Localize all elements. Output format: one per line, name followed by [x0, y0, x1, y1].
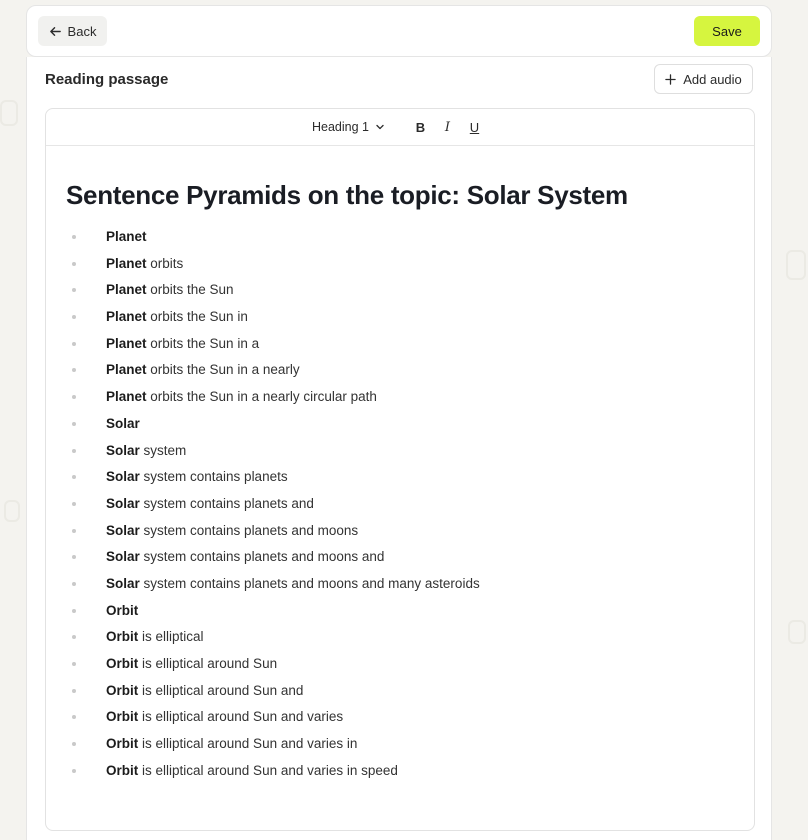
line-text: orbits the Sun in a nearly circular path [146, 389, 377, 405]
list-item [66, 736, 734, 763]
list-item [66, 416, 734, 443]
keyword: Solar [106, 415, 140, 431]
plus-icon [665, 74, 676, 85]
background-doodle [786, 250, 806, 280]
line-text: system contains planets and moons and [139, 549, 385, 565]
bold-button[interactable]: B [415, 119, 426, 135]
keyword: Planet [106, 229, 147, 244]
list-item [66, 523, 734, 550]
list-item [66, 282, 734, 309]
list-item [66, 629, 734, 656]
list-item [66, 229, 734, 256]
line-text: system contains planets and [139, 495, 314, 511]
block-style-select[interactable] [312, 120, 385, 134]
italic-button[interactable]: I [444, 119, 451, 135]
save-button[interactable]: Save [694, 16, 760, 46]
list-item [66, 709, 734, 736]
back-button-label: Back [67, 23, 97, 39]
arrow-left-icon [49, 25, 62, 38]
keyword: Orbit [106, 602, 139, 618]
add-audio-label: Add audio [683, 71, 742, 87]
keyword: Planet [106, 255, 147, 271]
keyword: Solar [106, 442, 140, 458]
keyword: Planet [106, 335, 147, 351]
line-text: orbits [146, 255, 184, 271]
chevron-down-icon [375, 122, 385, 132]
line-text: is elliptical around Sun and varies [138, 709, 344, 725]
keyword: Planet [106, 389, 147, 405]
line-text: system contains planets and moons [139, 522, 359, 538]
line-text: orbits the Sun in [146, 309, 248, 325]
background-doodle [788, 620, 806, 644]
background-doodle [0, 100, 18, 126]
keyword: Solar [106, 495, 140, 511]
keyword: Solar [106, 549, 140, 565]
editor-toolbar [46, 109, 754, 146]
back-button[interactable] [38, 16, 107, 46]
keyword: Orbit [106, 629, 139, 645]
rich-text-editor [45, 108, 755, 831]
list-item [66, 309, 734, 336]
keyword: Planet [106, 309, 147, 325]
keyword: Solar [106, 522, 140, 538]
top-bar [26, 5, 772, 57]
reading-passage-panel [26, 57, 772, 840]
list-item [66, 443, 734, 470]
underline-button[interactable]: U [469, 119, 480, 135]
list-item [66, 763, 734, 790]
keyword: Orbit [106, 709, 139, 725]
list-item [66, 576, 734, 603]
line-text: system [139, 442, 187, 458]
keyword: Orbit [106, 682, 139, 698]
background-doodle [4, 500, 20, 522]
keyword: Planet [106, 282, 147, 298]
section-title: Reading passage [45, 71, 169, 88]
line-text: orbits the Sun in a nearly [146, 362, 300, 378]
document-title: Sentence Pyramids on the topic: Solar System [66, 180, 628, 210]
list-item [66, 336, 734, 363]
list-item [66, 469, 734, 496]
list-item [66, 656, 734, 683]
keyword: Orbit [106, 656, 139, 671]
keyword: Solar [106, 469, 140, 485]
list-item [66, 603, 734, 630]
add-audio-button[interactable] [654, 64, 753, 94]
keyword: Orbit [106, 762, 139, 778]
editor-content[interactable] [46, 146, 754, 789]
list-item [66, 362, 734, 389]
pyramid-list [66, 229, 734, 789]
list-item [66, 549, 734, 576]
keyword: Solar [106, 575, 140, 591]
keyword: Planet [106, 362, 147, 378]
line-text: is elliptical around Sun and varies in [138, 736, 358, 752]
list-item [66, 496, 734, 523]
list-item [66, 683, 734, 710]
line-text: is elliptical [138, 629, 204, 645]
keyword: Orbit [106, 736, 139, 752]
line-text: is elliptical around Sun and varies in speed [138, 762, 398, 778]
line-text: system contains planets and moons and many asteroids [139, 575, 480, 591]
line-text: is elliptical around Sun and [138, 682, 304, 698]
line-text: orbits the Sun [146, 282, 234, 298]
list-item [66, 256, 734, 283]
line-text: is elliptical around Sun [138, 656, 278, 671]
line-text: system contains planets [139, 469, 288, 485]
block-style-value: Heading 1 [312, 120, 369, 134]
line-text: orbits the Sun in a [146, 335, 260, 351]
list-item [66, 389, 734, 416]
